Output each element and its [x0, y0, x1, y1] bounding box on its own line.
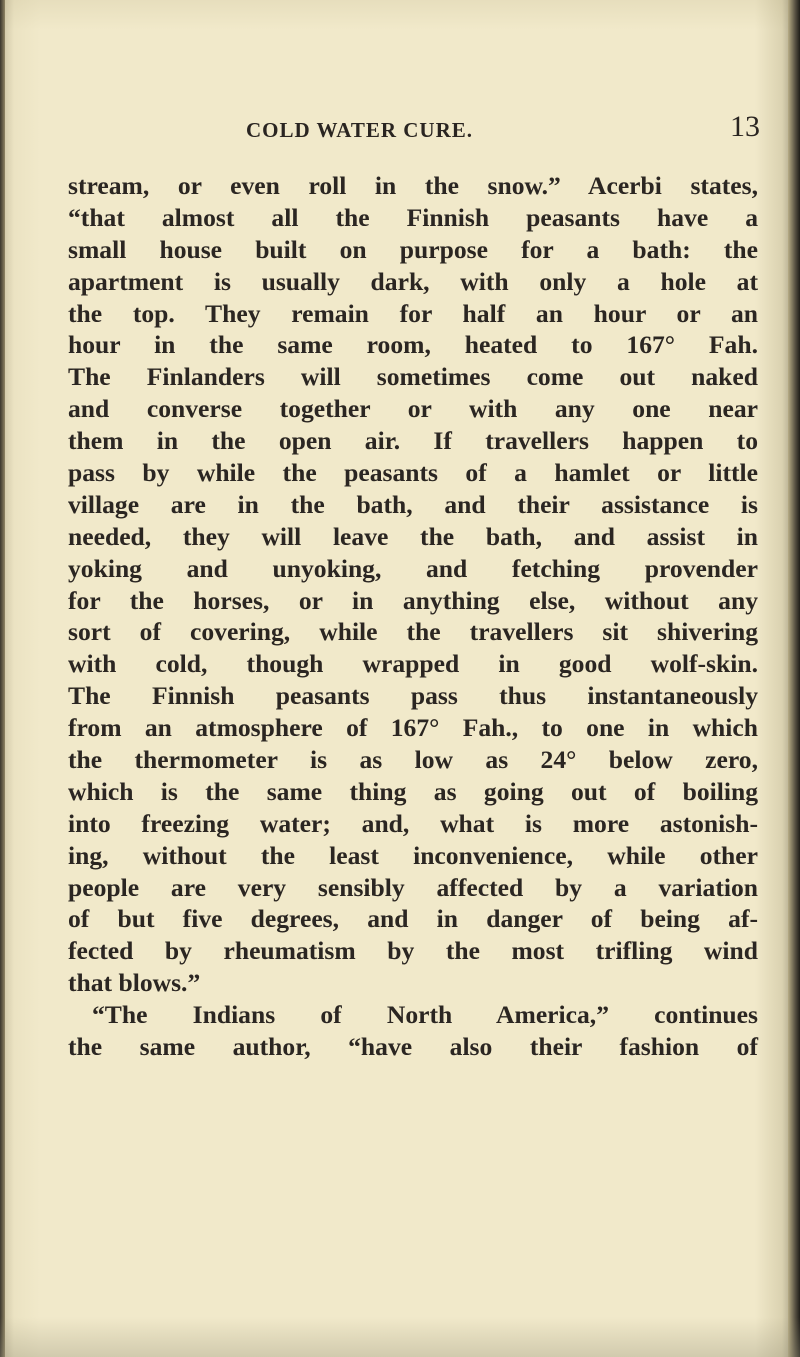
- text-line: The Finnish peasants pass thus instantaneously: [68, 681, 758, 711]
- page-header: [70, 110, 760, 158]
- page-number: 13: [730, 110, 760, 143]
- text-line: the same author, “have also their fashion of: [68, 1032, 758, 1062]
- text-line: sort of covering, while the travellers sit shivering: [68, 617, 758, 647]
- body-text: [68, 170, 758, 1063]
- text-line: fected by rheumatism by the most trifling wind: [68, 936, 758, 966]
- text-line: them in the open air. If travellers happen to: [68, 426, 758, 456]
- text-line: for the horses, or in anything else, without any: [68, 585, 758, 615]
- text-line: ing, without the least inconvenience, while other: [68, 840, 758, 870]
- text-line: stream, or even roll in the snow.” Acerbi states,: [68, 171, 758, 200]
- text-line: into freezing water; and, what is more astonish-: [68, 808, 758, 838]
- text-line: The Finlanders will sometimes come out naked: [68, 362, 758, 392]
- text-line: needed, they will leave the bath, and assist in: [68, 521, 758, 551]
- text-line: hour in the same room, heated to 167° Fah.: [68, 330, 758, 360]
- text-line: apartment is usually dark, with only a hole at: [68, 266, 758, 296]
- text-line: the thermometer is as low as 24° below zero,: [68, 745, 758, 775]
- text-line: village are in the bath, and their assistance is: [68, 489, 758, 519]
- page-right-edge-shadow: [788, 0, 800, 1357]
- text-line: pass by while the peasants of a hamlet or little: [68, 458, 758, 488]
- text-line: with cold, though wrapped in good wolf-skin.: [68, 649, 758, 679]
- text-line: “The Indians of North America,” continues: [92, 1000, 758, 1030]
- text-line: people are very sensibly affected by a variation: [68, 872, 758, 902]
- page-left-edge: [0, 0, 5, 1357]
- page-bottom-shadow: [0, 1317, 800, 1357]
- text-line: the top. They remain for half an hour or an: [68, 298, 758, 328]
- text-line: small house built on purpose for a bath: the: [68, 234, 758, 264]
- text-line: which is the same thing as going out of boiling: [68, 776, 758, 806]
- text-line: of but five degrees, and in danger of being af-: [68, 904, 758, 934]
- text-line: “that almost all the Finnish peasants have a: [68, 202, 758, 232]
- text-line: from an atmosphere of 167° Fah., to one in which: [68, 713, 758, 743]
- text-line: yoking and unyoking, and fetching provender: [68, 553, 758, 583]
- text-line: and converse together or with any one near: [68, 394, 758, 424]
- text-line: that blows.”: [68, 968, 201, 998]
- running-title: COLD WATER CURE.: [246, 118, 474, 142]
